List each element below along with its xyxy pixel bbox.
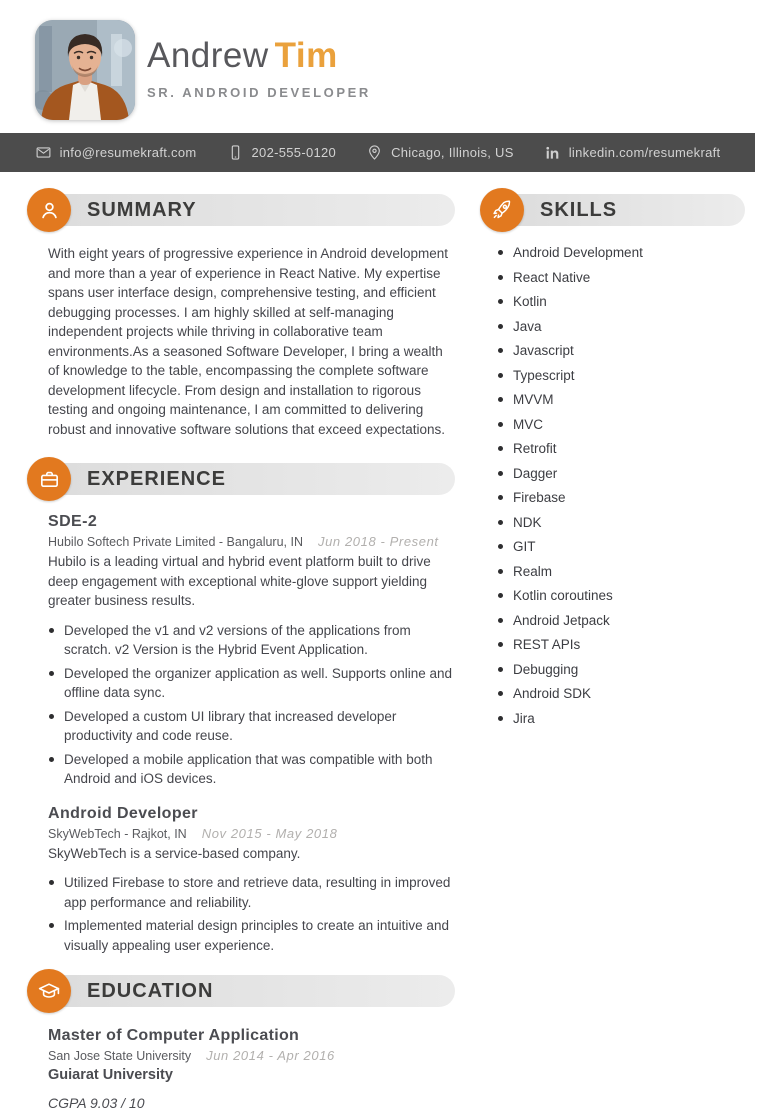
briefcase-icon	[27, 457, 71, 501]
mobile-phone-icon	[227, 144, 244, 161]
bullet-item: Implemented material design principles to create an intuitive and visually appealing user experience.	[48, 916, 455, 955]
summary-header	[27, 188, 455, 232]
contact-phone	[227, 144, 337, 161]
graduation-cap-icon	[27, 969, 71, 1013]
experience-item	[48, 513, 455, 789]
first-name: Andrew	[147, 36, 269, 75]
skill-item: Debugging	[497, 663, 745, 677]
experience-title: EXPERIENCE	[87, 467, 226, 490]
job-company: SkyWebTech - Rajkot, IN	[48, 826, 187, 841]
skill-item: REST APIs	[497, 638, 745, 652]
education-gpa: CGPA 9.03 / 10	[48, 1095, 145, 1111]
linkedin-icon	[544, 144, 561, 161]
job-description: Hubilo is a leading virtual and hybrid event platform built to drive deep engagement with exceptional white-glove support yielding greater business results.	[48, 554, 431, 608]
job-bullet-list	[48, 873, 455, 955]
left-column	[0, 188, 455, 1111]
contact-email-text: info@resumekraft.com	[59, 145, 197, 160]
job-company: Hubilo Softech Private Limited - Bangaluru, IN	[48, 535, 303, 549]
skill-item: GIT	[497, 540, 745, 554]
education-pill	[43, 975, 455, 1007]
job-meta	[48, 826, 455, 841]
skill-item: React Native	[497, 271, 745, 285]
bullet-item: Developed the organizer application as well. Supports online and offline data sync.	[48, 664, 455, 703]
skill-item: NDK	[497, 516, 745, 530]
last-name: Tim	[274, 36, 338, 75]
job-title: SR. ANDROID DEVELOPER	[147, 85, 371, 100]
skill-item: Android Jetpack	[497, 614, 745, 628]
education-meta	[48, 1048, 455, 1063]
main-content	[0, 188, 768, 1111]
experience-header	[27, 457, 455, 501]
job-dates: Nov 2015 - May 2018	[201, 825, 338, 841]
contact-location-text: Chicago, Illinois, US	[391, 145, 514, 160]
identity-block	[147, 20, 371, 100]
contact-location	[366, 144, 514, 161]
skills-title: SKILLS	[540, 198, 618, 221]
skill-item: Dagger	[497, 467, 745, 481]
skill-item: Retrofit	[497, 442, 745, 456]
rocket-icon	[480, 188, 524, 232]
education-university: Guiarat University	[48, 1067, 173, 1083]
job-role: Android Developer	[48, 804, 198, 822]
envelope-icon	[35, 144, 52, 161]
skills-list	[497, 246, 745, 726]
skill-item: Java	[497, 320, 745, 334]
profile-photo-illustration	[35, 20, 135, 120]
bullet-item: Developed a mobile application that was compatible with both Android and iOS devices.	[48, 750, 455, 789]
skills-section	[480, 188, 745, 726]
contact-email[interactable]	[35, 144, 197, 161]
profile-photo	[35, 20, 135, 120]
experience-pill	[43, 463, 455, 495]
skill-item: Javascript	[497, 344, 745, 358]
education-school: San Jose State University	[48, 1049, 192, 1063]
contact-linkedin[interactable]	[544, 144, 721, 161]
experience-item	[48, 805, 455, 956]
skill-item: Kotlin	[497, 295, 745, 309]
right-column	[480, 188, 768, 1111]
skills-header	[480, 188, 745, 232]
education-degree: Master of Computer Application	[48, 1027, 300, 1044]
summary-text: With eight years of progressive experience in Android development and more than a year of experience in React Native. My expertise spans user interface design, comprehensive testing, and efficient debugging processes. I am highly skilled at self-managing independent projects while thriving in collaborative team environments.As a seasoned Software Developer, I bring a wealth of knowledge to the table, encompassing the complete software development lifecycle. From design and installation to rigorous testing and ongoing maintenance, I am committed to delivering robust and innovative software solutions that exceed expectations.	[48, 246, 448, 437]
skill-item: Typescript	[497, 369, 745, 383]
bullet-item: Developed the v1 and v2 versions of the applications from scratch. v2 Version is the Hybrid Event Application.	[48, 621, 455, 660]
education-dates: Jun 2014 - Apr 2016	[206, 1048, 335, 1063]
job-dates: Jun 2018 - Present	[318, 534, 439, 549]
job-role: SDE-2	[48, 513, 98, 530]
job-description: SkyWebTech is a service-based company.	[48, 845, 301, 861]
skill-item: MVC	[497, 418, 745, 432]
person-icon	[27, 188, 71, 232]
job-bullet-list	[48, 621, 455, 789]
summary-title: SUMMARY	[87, 198, 197, 221]
resume-header	[0, 0, 768, 120]
education-header	[27, 969, 455, 1013]
experience-section	[27, 457, 455, 955]
skill-item: Firebase	[497, 491, 745, 505]
education-section	[27, 969, 455, 1111]
summary-section	[27, 188, 455, 439]
contact-linkedin-text: linkedin.com/resumekraft	[568, 145, 721, 160]
bullet-item: Developed a custom UI library that increased developer productivity and code reuse.	[48, 707, 455, 746]
skill-item: Kotlin coroutines	[497, 589, 745, 603]
summary-pill	[43, 194, 455, 226]
skill-item: Android SDK	[497, 687, 745, 701]
job-meta	[48, 534, 455, 549]
education-title: EDUCATION	[87, 979, 214, 1002]
candidate-name	[147, 36, 371, 76]
skill-item: Jira	[497, 712, 745, 726]
skill-item: Realm	[497, 565, 745, 579]
skills-pill	[496, 194, 745, 226]
map-pin-icon	[366, 144, 383, 161]
skill-item: MVVM	[497, 393, 745, 407]
bullet-item: Utilized Firebase to store and retrieve data, resulting in improved app performance and reliability.	[48, 873, 455, 912]
contact-phone-text: 202-555-0120	[251, 145, 337, 160]
contact-bar	[0, 133, 755, 172]
skill-item: Android Development	[497, 246, 745, 260]
